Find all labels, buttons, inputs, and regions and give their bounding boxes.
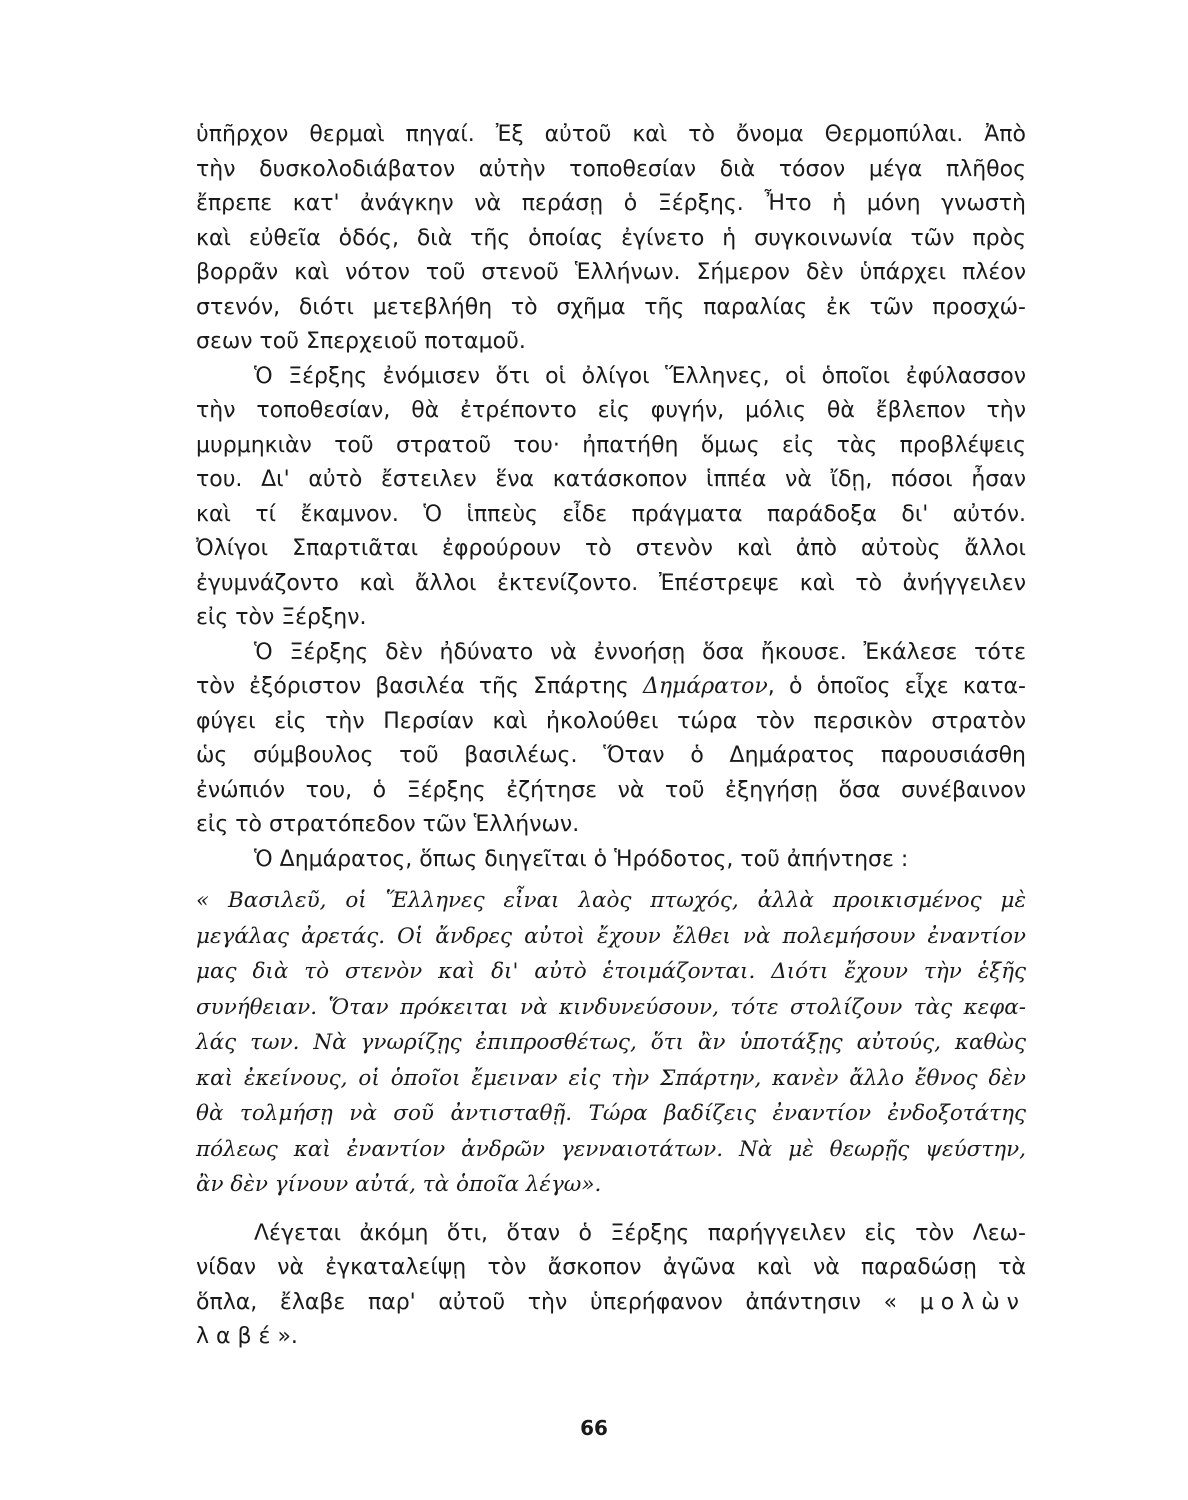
text-line: ὑπῆρχον θερμαὶ πηγαί. Ἐξ αὐτοῦ καὶ τὸ ὄνομα Θερμοπύλαι. Ἀπὸ	[196, 122, 1026, 147]
text-line: Λέγεται ἀκόμη ὅτι, ὅταν ὁ Ξέρξης παρήγγειλεν εἰς τὸν Λεω-	[254, 1220, 1026, 1246]
text-line: καὶ τί ἔκαμνον. Ὁ ἱππεὺς εἶδε πράγματα παράδοξα δι' αὐτόν.	[196, 501, 1026, 527]
text-line: μυρμηκιὰν τοῦ στρατοῦ του· ἠπατήθη ὅμως εἰς τὰς προβλέψεις	[196, 432, 1026, 458]
quote-line: μεγάλας ἀρετάς. Οἱ ἄνδρες αὐτοὶ ἔχουν ἔλθει νὰ πολεμήσουν ἐναντίον	[196, 923, 1026, 949]
molon-spaced: μολὼν	[919, 1289, 1026, 1315]
text-line: Ὀλίγοι Σπαρτιᾶται ἐφρούρουν τὸ στενὸν καὶ ἀπὸ αὐτοὺς ἄλλοι	[196, 536, 1026, 561]
herodotus-quote	[196, 883, 1026, 1203]
paragraph-1	[196, 118, 1026, 360]
paragraph-4	[196, 843, 1026, 878]
labe-spaced: λαβέ	[196, 1324, 278, 1349]
text-segment: ὅπλα, ἔλαβε παρ' αὐτοῦ τὴν ὑπερήφανον ἀπάντησιν «	[196, 1289, 898, 1315]
quote-line: μας διὰ τὸ στενὸν καὶ δι' αὐτὸ ἑτοιμάζονται. Διότι ἔχουν τὴν ἑξῆς	[196, 959, 1026, 984]
text-line: Ὁ Ξέρξης δὲν ἠδύνατο νὰ ἐννοήσῃ ὅσα ἤκουσε. Ἐκάλεσε τότε	[254, 639, 1026, 665]
text-segment: , ὁ ὁποῖος εἶχε κατα-	[767, 674, 1026, 699]
text-line: εἰς τὸ στρατόπεδον τῶν Ἑλλήνων.	[196, 812, 580, 837]
name-demaratos: Δημάρατον	[642, 674, 768, 699]
text-line: ἐνώπιόν του, ὁ Ξέρξης ἐζήτησε νὰ τοῦ ἐξηγήσῃ ὅσα συνέβαινον	[196, 777, 1026, 803]
quote-line: θὰ τολμήσῃ νὰ σοῦ ἀντισταθῇ. Τώρα βαδίζεις ἐναντίον ἐνδοξοτάτης	[196, 1101, 1026, 1126]
text-line: ἐγυμνάζοντο καὶ ἄλλοι ἐκτενίζοντο. Ἐπέστρεψε καὶ τὸ ἀνήγγειλεν	[196, 570, 1026, 596]
quote-line: « Βασιλεῦ, οἱ Ἕλληνες εἶναι λαὸς πτωχός, ἀλλὰ προικισμένος μὲ	[196, 888, 1026, 913]
text-line: καὶ εὐθεῖα ὁδός, διὰ τῆς ὁποίας ἐγίνετο ἡ συγκοινωνία τῶν πρὸς	[196, 225, 1026, 251]
paragraph-5	[196, 1217, 1026, 1355]
text-line: εἰς τὸν Ξέρξην.	[196, 605, 367, 630]
quote-line: λάς των. Νὰ γνωρίζῃς ἐπιπροσθέτως, ὅτι ἂν ὑποτάξῃς αὐτούς, καθὼς	[196, 1030, 1026, 1055]
text-line: στενόν, διότι μετεβλήθη τὸ σχῆμα τῆς παραλίας ἐκ τῶν προσχώ-	[196, 294, 1026, 320]
page-body	[196, 118, 1026, 1355]
text-line: ἔπρεπε κατ' ἀνάγκην νὰ περάσῃ ὁ Ξέρξης. Ἦτο ἡ μόνη γνωστὴ	[196, 191, 1026, 216]
text-segment: ».	[277, 1324, 298, 1349]
quote-line: καὶ ἐκείνους, οἱ ὁποῖοι ἔμειναν εἰς τὴν Σπάρτην, κανὲν ἄλλο ἔθνος δὲν	[196, 1065, 1026, 1091]
text-line	[196, 670, 1026, 705]
text-line: Ὁ Δημάρατος, ὅπως διηγεῖται ὁ Ἡρόδοτος, τοῦ ἀπήντησε :	[254, 846, 909, 872]
text-line: τὴν τοποθεσίαν, θὰ ἐτρέποντο εἰς φυγήν, μόλις θὰ ἔβλεπον τὴν	[196, 398, 1026, 423]
text-line: σεων τοῦ Σπερχειοῦ ποταμοῦ.	[196, 329, 526, 354]
text-line: φύγει εἰς τὴν Περσίαν καὶ ἠκολούθει τώρα τὸν περσικὸν στρατὸν	[196, 708, 1026, 734]
text-line	[196, 1320, 1026, 1355]
text-line: του. Δι' αὐτὸ ἔστειλεν ἕνα κατάσκοπον ἱππέα νὰ ἴδῃ, πόσοι ἦσαν	[196, 467, 1026, 492]
text-line: τὴν δυσκολοδιάβατον αὐτὴν τοποθεσίαν διὰ τόσον μέγα πλῆθος	[196, 156, 1026, 182]
quote-line: συνήθειαν. Ὅταν πρόκειται νὰ κινδυνεύσουν, τότε στολίζουν τὰς κεφα-	[196, 994, 1026, 1020]
quote-line: πόλεως καὶ ἐναντίον ἀνδρῶν γενναιοτάτων. Νὰ μὲ θεωρῇς ψεύστην,	[196, 1136, 1026, 1162]
text-line: Ὁ Ξέρξης ἐνόμισεν ὅτι οἱ ὀλίγοι Ἕλληνες, οἱ ὁποῖοι ἐφύλασσον	[254, 363, 1026, 389]
text-line: ὡς σύμβουλος τοῦ βασιλέως. Ὅταν ὁ Δημάρατος παρουσιάσθη	[196, 743, 1026, 768]
text-line	[196, 1286, 1026, 1321]
page-number: 66	[580, 1416, 608, 1440]
text-line: νίδαν νὰ ἐγκαταλείψῃ τὸν ἄσκοπον ἀγῶνα καὶ νὰ παραδώσῃ τὰ	[196, 1255, 1026, 1280]
paragraph-2	[196, 360, 1026, 636]
text-line: βορρᾶν καὶ νότον τοῦ στενοῦ Ἑλλήνων. Σήμερον δὲν ὑπάρχει πλέον	[196, 260, 1026, 285]
quote-line: ἂν δὲν γίνουν αὐτά, τὰ ὁποῖα λέγω».	[196, 1172, 602, 1197]
text-segment: τὸν ἐξόριστον βασιλέα τῆς Σπάρτης	[196, 674, 643, 699]
paragraph-3	[196, 636, 1026, 843]
